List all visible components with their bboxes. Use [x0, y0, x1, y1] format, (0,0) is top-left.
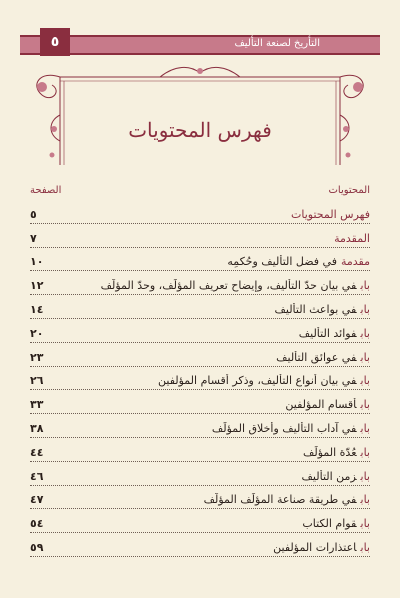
toc-section-tag: باب	[360, 279, 370, 293]
toc-entry[interactable]	[30, 319, 370, 343]
toc-label	[273, 541, 370, 554]
toc-entry[interactable]	[30, 224, 370, 248]
toc-title: فوائد التأليف	[298, 326, 357, 340]
toc-title: في بيان حدّ التأليف، وإيضاح تعريف المؤلِّف، وحدّ المؤلَّف	[100, 279, 357, 293]
toc-section-tag: باب	[360, 469, 370, 483]
toc-page-number: ٢٠	[30, 326, 44, 340]
toc-title: في عوائق التأليف	[276, 350, 357, 364]
toc-entry[interactable]	[30, 462, 370, 486]
table-of-contents	[30, 200, 370, 557]
toc-section-tag: باب	[360, 398, 370, 412]
toc-page-number: ٤٤	[30, 445, 44, 459]
toc-title: في بيان أنواع التأليف، وذكر أقسام المؤلفين	[158, 374, 357, 388]
toc-page-number: ٣٨	[30, 421, 44, 435]
toc-label	[212, 422, 370, 435]
toc-label	[204, 493, 370, 506]
page-column-label: الصفحة	[30, 185, 62, 196]
toc-entry[interactable]	[30, 343, 370, 367]
toc-label	[302, 470, 370, 483]
toc-page-number: ٧	[30, 231, 37, 245]
toc-entry[interactable]	[30, 390, 370, 414]
header-band	[20, 35, 380, 55]
toc-title: أقسام المؤلفين	[285, 398, 357, 412]
toc-section-tag: باب	[360, 374, 370, 388]
page-number-badge: ٥	[40, 28, 70, 56]
toc-label	[291, 208, 370, 221]
toc-page-number: ٤٦	[30, 469, 44, 483]
toc-label	[101, 279, 370, 292]
toc-label	[158, 374, 370, 387]
toc-title: في طريقة صناعة المؤلِّف المؤلَّف	[203, 493, 357, 507]
toc-entry[interactable]	[30, 533, 370, 557]
toc-title: قوام الكتاب	[302, 517, 357, 531]
toc-entry[interactable]	[30, 509, 370, 533]
toc-label	[274, 303, 370, 316]
toc-section-tag: باب	[360, 350, 370, 364]
toc-title: في آداب التأليف وأخلاق المؤلِّف	[211, 421, 357, 435]
toc-title: عُدّة المؤلِّف	[302, 445, 357, 459]
toc-entry[interactable]	[30, 295, 370, 319]
toc-entry[interactable]	[30, 438, 370, 462]
toc-label	[285, 398, 370, 411]
toc-page-number: ٥٩	[30, 540, 44, 554]
contents-column-label: المحتويات	[328, 185, 370, 196]
toc-title: اعتذارات المؤلفين	[273, 540, 357, 554]
toc-section-tag: باب	[360, 445, 370, 459]
toc-section-tag: باب	[360, 517, 370, 531]
toc-section-tag: باب	[360, 326, 370, 340]
toc-page-number: ١٢	[30, 279, 44, 293]
toc-section-tag: باب	[360, 421, 370, 435]
toc-section-tag: مقدمة	[340, 255, 370, 269]
toc-page-number: ٤٧	[30, 493, 44, 507]
toc-page-number: ٢٣	[30, 350, 44, 364]
toc-title: في فضل التأليف وحُكمِه	[227, 255, 337, 269]
toc-label	[302, 517, 370, 530]
toc-page-number: ١٤	[30, 302, 44, 316]
page-title: فهرس المحتويات	[128, 118, 272, 142]
toc-label	[303, 446, 370, 459]
toc-section-tag: باب	[360, 540, 370, 554]
toc-entry[interactable]	[30, 248, 370, 272]
toc-label	[227, 255, 370, 268]
toc-entry[interactable]	[30, 367, 370, 391]
toc-label	[299, 327, 370, 340]
toc-page-number: ١٠	[30, 255, 44, 269]
toc-entry[interactable]	[30, 200, 370, 224]
toc-title: في بواعث التأليف	[274, 302, 357, 316]
toc-entry[interactable]	[30, 271, 370, 295]
toc-page-number: ٥٤	[30, 517, 44, 531]
toc-section-tag: باب	[360, 302, 370, 316]
toc-section-tag: باب	[360, 493, 370, 507]
toc-title: فهرس المحتويات	[291, 207, 370, 221]
toc-page-number: ٢٦	[30, 374, 44, 388]
ornamental-frame	[0, 55, 400, 175]
toc-title: زمن التأليف	[301, 469, 357, 483]
toc-label	[334, 232, 370, 245]
toc-page-number: ٥	[30, 207, 37, 221]
toc-page-number: ٣٣	[30, 398, 44, 412]
toc-entry[interactable]	[30, 486, 370, 510]
toc-title: المقدمة	[334, 231, 370, 245]
toc-label	[276, 351, 370, 364]
toc-entry[interactable]	[30, 414, 370, 438]
running-title: التأريخ لصنعة التأليف	[234, 38, 320, 49]
